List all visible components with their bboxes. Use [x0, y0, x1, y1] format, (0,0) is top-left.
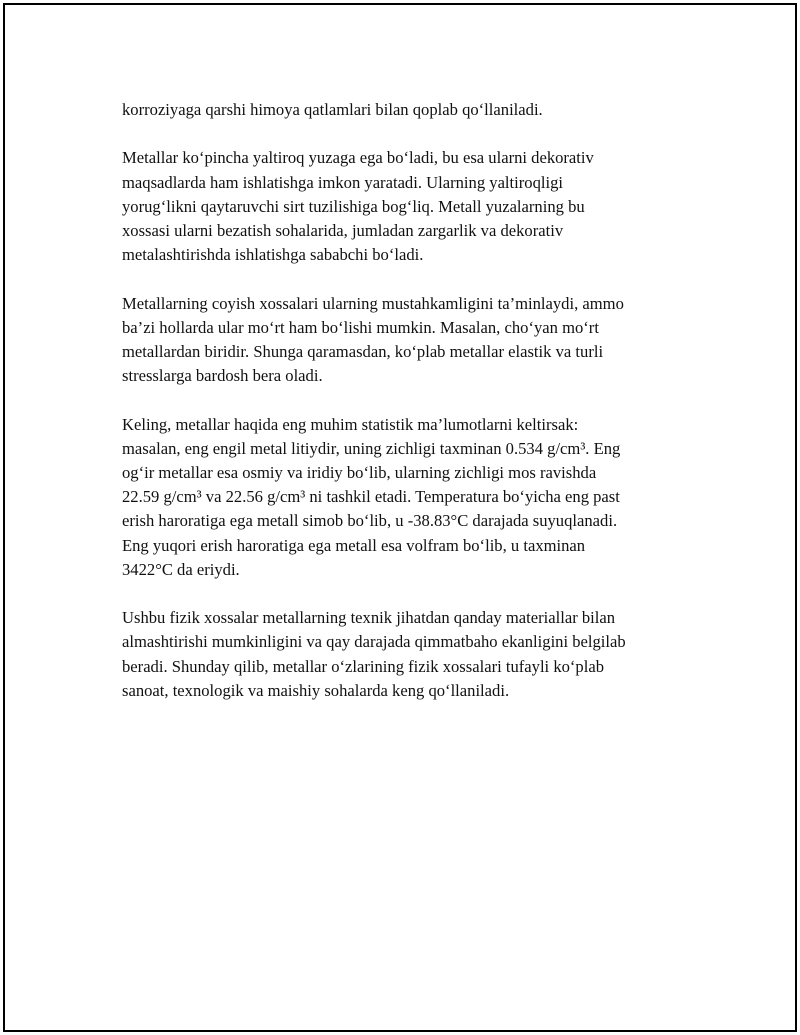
- text-line: 3422°C da eriydi.: [122, 559, 240, 579]
- text-line: Ushbu fizik xossalar metallarning texnik jihatdan qanday materiallar bilan: [122, 608, 616, 628]
- text-line: metalashtirishda ishlatishga sababchi bo‘ladi.: [122, 245, 424, 265]
- text-line: Keling, metallar haqida eng muhim statistik ma’lumotlarni keltirsak:: [122, 414, 579, 434]
- paragraph-conclusion: [122, 606, 712, 703]
- text-line: erish haroratiga ega metall simob bo‘lib, u -38.83°C darajada suyuqlanadi.: [122, 511, 618, 531]
- text-line: almashtirishi mumkinligini va qay darajada qimmatbaho ekanligini belgilab: [122, 632, 626, 652]
- text-line: 22.59 g/cm³ va 22.56 g/cm³ ni tashkil etadi. Temperatura bo‘yicha eng past: [122, 487, 620, 507]
- text-line: xossasi ularni bezatish sohalarida, jumladan zargarlik va dekorativ: [122, 221, 564, 240]
- text-line: og‘ir metallar esa osmiy va iridiy bo‘lib, ularning zichligi mos ravishda: [122, 463, 597, 482]
- text-line: maqsadlarda ham ishlatishga imkon yaratadi. Ularning yaltiroqligi: [122, 172, 564, 192]
- document-body: [122, 98, 712, 727]
- paragraph-statistics: [122, 413, 712, 582]
- text-line: stresslarga bardosh bera oladi.: [122, 366, 323, 386]
- text-line: Eng yuqori erish haroratiga ega metall esa volfram bo‘lib, u taxminan: [122, 535, 586, 555]
- text-line: masalan, eng engil metal litiydir, uning zichligi taxminan 0.534 g/cm³. Eng: [122, 438, 621, 458]
- text-line: korroziyaga qarshi himoya qatlamlari bilan qoplab qo‘llaniladi.: [122, 100, 543, 119]
- text-line: Metallar ko‘pincha yaltiroq yuzaga ega bo‘ladi, bu esa ularni dekorativ: [122, 148, 594, 168]
- text-line: ba’zi hollarda ular mo‘rt ham bo‘lishi mumkin. Masalan, cho‘yan mo‘rt: [122, 317, 599, 337]
- text-line: metallardan biridir. Shunga qaramasdan, ko‘plab metallar elastik va turli: [122, 342, 604, 361]
- paragraph-luster: [122, 146, 712, 267]
- text-line: Metallarning coyish xossalari ularning mustahkamligini ta’minlaydi, ammo: [122, 293, 624, 313]
- page-border-frame: [3, 3, 797, 1032]
- text-line: yorug‘likni qaytaruvchi sirt tuzilishiga bog‘liq. Metall yuzalarning bu: [122, 196, 585, 216]
- paragraph-ductility: [122, 292, 712, 389]
- text-line: beradi. Shunday qilib, metallar o‘zlarining fizik xossalari tufayli ko‘plab: [122, 656, 605, 676]
- text-line: sanoat, texnologik va maishiy sohalarda keng qo‘llaniladi.: [122, 680, 510, 700]
- paragraph-corrosion: [122, 98, 712, 122]
